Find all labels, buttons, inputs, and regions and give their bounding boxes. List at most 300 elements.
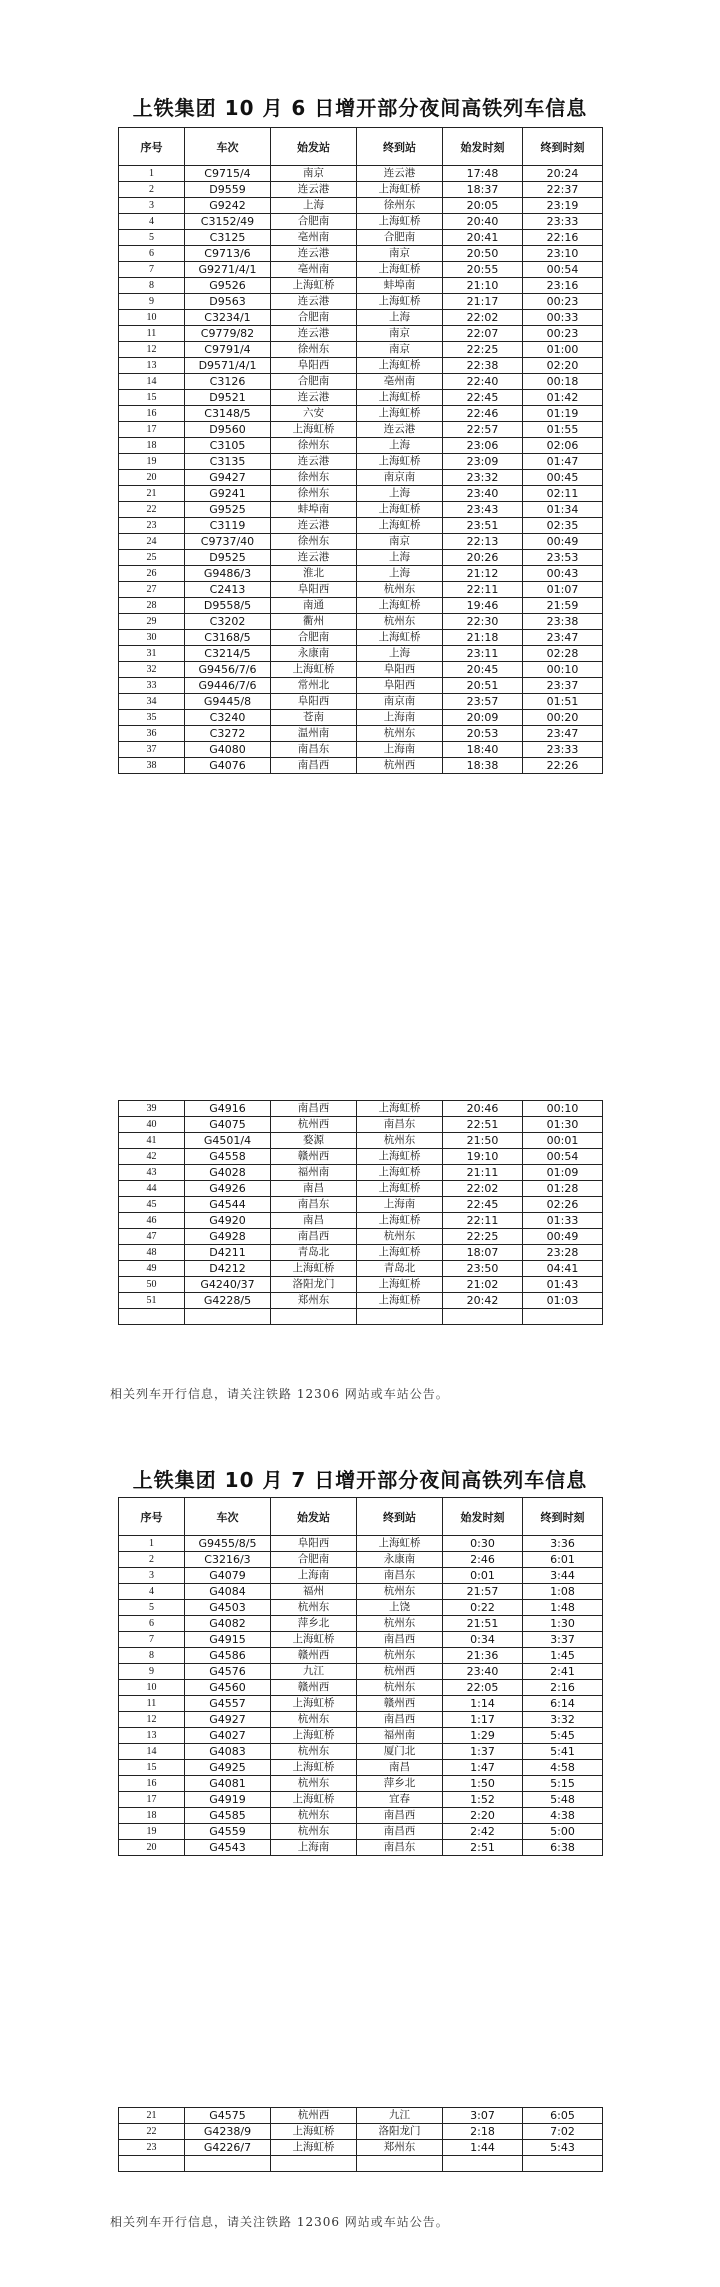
row-number: 23 [119,518,185,534]
origin-station: 杭州东 [271,1712,357,1728]
origin-station: 徐州东 [271,486,357,502]
arrival-time: 23:10 [523,246,603,262]
row-number: 20 [119,1840,185,1856]
destination-station: 连云港 [357,166,443,182]
row-number: 19 [119,1824,185,1840]
row-number: 18 [119,438,185,454]
arrival-time: 00:33 [523,310,603,326]
departure-time: 18:07 [443,1245,523,1261]
train-number: G4585 [185,1808,271,1824]
table-blank-row [119,1309,603,1325]
table-row [119,310,603,326]
header-row-number: 序号 [119,128,185,166]
row-number: 15 [119,1760,185,1776]
arrival-time: 23:33 [523,742,603,758]
train-number: G4081 [185,1776,271,1792]
destination-station: 上海虹桥 [357,358,443,374]
destination-station: 南京南 [357,694,443,710]
destination-station: 南京 [357,342,443,358]
blank-cell [271,1309,357,1325]
table-row [119,374,603,390]
table-row [119,1632,603,1648]
destination-station: 上海虹桥 [357,518,443,534]
header-departure-time: 始发时刻 [443,1498,523,1536]
origin-station: 上海虹桥 [271,422,357,438]
train-number: G4928 [185,1229,271,1245]
destination-station: 南京南 [357,470,443,486]
origin-station: 上海虹桥 [271,2140,357,2156]
train-number: C3126 [185,374,271,390]
train-number: G4575 [185,2108,271,2124]
blank-cell [443,1309,523,1325]
row-number: 37 [119,742,185,758]
departure-time: 22:25 [443,1229,523,1245]
arrival-time: 02:11 [523,486,603,502]
row-number: 44 [119,1181,185,1197]
row-number: 1 [119,166,185,182]
row-number: 4 [119,214,185,230]
origin-station: 杭州东 [271,1744,357,1760]
origin-station: 阜阳西 [271,694,357,710]
arrival-time: 1:48 [523,1600,603,1616]
origin-station: 连云港 [271,454,357,470]
train-number: C9715/4 [185,166,271,182]
destination-station: 上海虹桥 [357,1277,443,1293]
row-number: 11 [119,1696,185,1712]
arrival-time: 5:00 [523,1824,603,1840]
origin-station: 洛阳龙门 [271,1277,357,1293]
departure-time: 1:37 [443,1744,523,1760]
departure-time: 2:46 [443,1552,523,1568]
train-number: G4075 [185,1117,271,1133]
row-number: 33 [119,678,185,694]
arrival-time: 6:38 [523,1840,603,1856]
row-number: 20 [119,470,185,486]
table-row [119,342,603,358]
departure-time: 1:44 [443,2140,523,2156]
departure-time: 23:57 [443,694,523,710]
row-number: 29 [119,614,185,630]
row-number: 16 [119,1776,185,1792]
origin-station: 永康南 [271,646,357,662]
departure-time: 19:10 [443,1149,523,1165]
train-number: G9445/8 [185,694,271,710]
departure-time: 0:34 [443,1632,523,1648]
arrival-time: 00:54 [523,1149,603,1165]
table-row [119,566,603,582]
arrival-time: 01:51 [523,694,603,710]
arrival-time: 3:32 [523,1712,603,1728]
train-number: C9713/6 [185,246,271,262]
row-number: 9 [119,1664,185,1680]
departure-time: 23:32 [443,470,523,486]
train-number: G4076 [185,758,271,774]
row-number: 25 [119,550,185,566]
row-number: 9 [119,294,185,310]
origin-station: 南昌 [271,1213,357,1229]
arrival-time: 23:33 [523,214,603,230]
table-row [119,1792,603,1808]
row-number: 22 [119,2124,185,2140]
arrival-time: 01:03 [523,1293,603,1309]
train-number: C2413 [185,582,271,598]
origin-station: 合肥南 [271,310,357,326]
table-row [119,1840,603,1856]
departure-time: 22:51 [443,1117,523,1133]
destination-station: 福州南 [357,1728,443,1744]
table-row [119,1261,603,1277]
row-number: 49 [119,1261,185,1277]
destination-station: 上海虹桥 [357,1149,443,1165]
origin-station: 南昌西 [271,1101,357,1117]
destination-station: 杭州东 [357,1584,443,1600]
origin-station: 杭州东 [271,1808,357,1824]
table-row [119,1712,603,1728]
arrival-time: 3:36 [523,1536,603,1552]
departure-time: 20:40 [443,214,523,230]
destination-station: 洛阳龙门 [357,2124,443,2140]
destination-station: 厦门北 [357,1744,443,1760]
row-number: 47 [119,1229,185,1245]
arrival-time: 00:01 [523,1133,603,1149]
row-number: 1 [119,1536,185,1552]
origin-station: 上海虹桥 [271,278,357,294]
arrival-time: 6:14 [523,1696,603,1712]
origin-station: 杭州西 [271,1117,357,1133]
row-number: 2 [119,1552,185,1568]
row-number: 48 [119,1245,185,1261]
origin-station: 萍乡北 [271,1616,357,1632]
destination-station: 杭州东 [357,1648,443,1664]
table-row [119,278,603,294]
table-row [119,262,603,278]
arrival-time: 23:16 [523,278,603,294]
departure-time: 22:07 [443,326,523,342]
arrival-time: 5:45 [523,1728,603,1744]
origin-station: 青岛北 [271,1245,357,1261]
departure-time: 22:46 [443,406,523,422]
arrival-time: 01:00 [523,342,603,358]
origin-station: 赣州西 [271,1648,357,1664]
train-number: D9560 [185,422,271,438]
destination-station: 上海虹桥 [357,262,443,278]
row-number: 13 [119,358,185,374]
table-row [119,1744,603,1760]
row-number: 46 [119,1213,185,1229]
destination-station: 南昌西 [357,1808,443,1824]
train-number: G4084 [185,1584,271,1600]
train-number: G4916 [185,1101,271,1117]
arrival-time: 1:08 [523,1584,603,1600]
destination-station: 上海虹桥 [357,1101,443,1117]
origin-station: 连云港 [271,294,357,310]
row-number: 31 [119,646,185,662]
destination-station: 上海虹桥 [357,182,443,198]
destination-station: 上饶 [357,1600,443,1616]
origin-station: 连云港 [271,550,357,566]
departure-time: 18:37 [443,182,523,198]
destination-station: 萍乡北 [357,1776,443,1792]
departure-time: 20:26 [443,550,523,566]
train-number: G4586 [185,1648,271,1664]
blank-cell [185,2156,271,2172]
origin-station: 杭州西 [271,2108,357,2124]
row-number: 6 [119,1616,185,1632]
train-number: C3105 [185,438,271,454]
destination-station: 南京 [357,534,443,550]
origin-station: 连云港 [271,326,357,342]
departure-time: 3:07 [443,2108,523,2124]
origin-station: 南昌东 [271,1197,357,1213]
table-row [119,1648,603,1664]
row-number: 24 [119,534,185,550]
departure-time: 23:06 [443,438,523,454]
departure-time: 18:40 [443,742,523,758]
train-number: G4558 [185,1149,271,1165]
row-number: 41 [119,1133,185,1149]
train-number: G4920 [185,1213,271,1229]
departure-time: 22:02 [443,310,523,326]
train-number: G4576 [185,1664,271,1680]
destination-station: 宜春 [357,1792,443,1808]
origin-station: 徐州东 [271,534,357,550]
row-number: 38 [119,758,185,774]
row-number: 12 [119,1712,185,1728]
arrival-time: 01:19 [523,406,603,422]
train-number: G9486/3 [185,566,271,582]
origin-station: 上海虹桥 [271,1760,357,1776]
table-row [119,1197,603,1213]
section2-title: 上铁集团 10 月 7 日增开部分夜间高铁列车信息 [132,1468,588,1492]
table-row [119,1760,603,1776]
train-number: D4211 [185,1245,271,1261]
table-row [119,454,603,470]
row-number: 27 [119,582,185,598]
table-row [119,1616,603,1632]
blank-cell [523,2156,603,2172]
origin-station: 赣州西 [271,1149,357,1165]
departure-time: 2:51 [443,1840,523,1856]
departure-time: 21:57 [443,1584,523,1600]
destination-station: 上海虹桥 [357,214,443,230]
row-number: 21 [119,486,185,502]
table-row [119,582,603,598]
arrival-time: 04:41 [523,1261,603,1277]
origin-station: 常州北 [271,678,357,694]
table-row [119,1277,603,1293]
table-row [119,1568,603,1584]
departure-time: 22:11 [443,582,523,598]
table-row [119,1536,603,1552]
destination-station: 亳州南 [357,374,443,390]
departure-time: 21:51 [443,1616,523,1632]
train-number: G4925 [185,1760,271,1776]
departure-time: 20:46 [443,1101,523,1117]
row-number: 34 [119,694,185,710]
arrival-time: 5:41 [523,1744,603,1760]
train-number: G4080 [185,742,271,758]
origin-station: 连云港 [271,390,357,406]
table-row [119,662,603,678]
destination-station: 郑州东 [357,2140,443,2156]
row-number: 51 [119,1293,185,1309]
departure-time: 23:51 [443,518,523,534]
origin-station: 合肥南 [271,374,357,390]
origin-station: 福州南 [271,1165,357,1181]
train-number: C3214/5 [185,646,271,662]
row-number: 23 [119,2140,185,2156]
row-number: 5 [119,1600,185,1616]
row-number: 2 [119,182,185,198]
departure-time: 22:11 [443,1213,523,1229]
table-row [119,1293,603,1309]
table-row [119,2108,603,2124]
origin-station: 淮北 [271,566,357,582]
blank-cell [119,2156,185,2172]
train-number: G4544 [185,1197,271,1213]
arrival-time: 4:58 [523,1760,603,1776]
train-number: C9737/40 [185,534,271,550]
blank-cell [185,1309,271,1325]
row-number: 39 [119,1101,185,1117]
departure-time: 20:50 [443,246,523,262]
destination-station: 南昌东 [357,1568,443,1584]
header-arrival-time: 终到时刻 [523,128,603,166]
row-number: 12 [119,342,185,358]
train-number: C3168/5 [185,630,271,646]
row-number: 16 [119,406,185,422]
table-row [119,1728,603,1744]
arrival-time: 5:48 [523,1792,603,1808]
departure-time: 2:18 [443,2124,523,2140]
destination-station: 上海虹桥 [357,406,443,422]
destination-station: 上海 [357,310,443,326]
blank-cell [357,1309,443,1325]
destination-station: 南昌西 [357,1712,443,1728]
origin-station: 苍南 [271,710,357,726]
table-row [119,422,603,438]
train-number: G4082 [185,1616,271,1632]
departure-time: 22:02 [443,1181,523,1197]
train-number: C3119 [185,518,271,534]
table-row [119,1181,603,1197]
arrival-time: 00:23 [523,294,603,310]
origin-station: 杭州东 [271,1824,357,1840]
departure-time: 20:05 [443,198,523,214]
origin-station: 上海虹桥 [271,1696,357,1712]
table-row [119,1213,603,1229]
destination-station: 上海虹桥 [357,390,443,406]
arrival-time: 2:16 [523,1680,603,1696]
arrival-time: 01:28 [523,1181,603,1197]
destination-station: 上海虹桥 [357,1213,443,1229]
origin-station: 上海虹桥 [271,662,357,678]
table-row [119,1824,603,1840]
arrival-time: 01:09 [523,1165,603,1181]
row-number: 3 [119,1568,185,1584]
row-number: 40 [119,1117,185,1133]
arrival-time: 02:28 [523,646,603,662]
arrival-time: 7:02 [523,2124,603,2140]
destination-station: 南昌西 [357,1632,443,1648]
arrival-time: 01:30 [523,1117,603,1133]
train-number: D9563 [185,294,271,310]
row-number: 10 [119,1680,185,1696]
table-row [119,486,603,502]
row-number: 3 [119,198,185,214]
origin-station: 杭州东 [271,1776,357,1792]
arrival-time: 02:20 [523,358,603,374]
departure-time: 1:50 [443,1776,523,1792]
row-number: 11 [119,326,185,342]
origin-station: 南昌西 [271,758,357,774]
row-number: 50 [119,1277,185,1293]
header-departure-time: 始发时刻 [443,128,523,166]
departure-time: 20:42 [443,1293,523,1309]
departure-time: 20:09 [443,710,523,726]
destination-station: 杭州东 [357,614,443,630]
destination-station: 杭州东 [357,726,443,742]
row-number: 10 [119,310,185,326]
origin-station: 蚌埠南 [271,502,357,518]
destination-station: 上海虹桥 [357,1536,443,1552]
header-row-number: 序号 [119,1498,185,1536]
destination-station: 南京 [357,326,443,342]
train-number: G9456/7/6 [185,662,271,678]
arrival-time: 00:45 [523,470,603,486]
train-number: C9779/82 [185,326,271,342]
table-row [119,742,603,758]
table-row [119,166,603,182]
table-row [119,1680,603,1696]
arrival-time: 01:07 [523,582,603,598]
origin-station: 上海虹桥 [271,1261,357,1277]
destination-station: 杭州东 [357,1229,443,1245]
train-number: G4919 [185,1792,271,1808]
destination-station: 杭州东 [357,1616,443,1632]
header-train-number: 车次 [185,1498,271,1536]
destination-station: 南昌 [357,1760,443,1776]
table-row [119,358,603,374]
train-number: C3216/3 [185,1552,271,1568]
destination-station: 上海虹桥 [357,294,443,310]
arrival-time: 00:23 [523,326,603,342]
arrival-time: 01:47 [523,454,603,470]
arrival-time: 4:38 [523,1808,603,1824]
blank-cell [443,2156,523,2172]
arrival-time: 6:01 [523,1552,603,1568]
departure-time: 1:17 [443,1712,523,1728]
origin-station: 南昌东 [271,742,357,758]
table-row [119,1664,603,1680]
table-row [119,614,603,630]
origin-station: 郑州东 [271,1293,357,1309]
departure-time: 1:29 [443,1728,523,1744]
train-number: G9525 [185,502,271,518]
arrival-time: 00:18 [523,374,603,390]
destination-station: 上海虹桥 [357,502,443,518]
section1-title: 上铁集团 10 月 6 日增开部分夜间高铁列车信息 [132,96,588,120]
destination-station: 上海南 [357,710,443,726]
table-row [119,246,603,262]
timetable-oct7-part2 [118,2107,603,2172]
train-number: C3125 [185,230,271,246]
departure-time: 23:43 [443,502,523,518]
train-number: G4543 [185,1840,271,1856]
train-number: C3272 [185,726,271,742]
table-row [119,1133,603,1149]
arrival-time: 22:16 [523,230,603,246]
